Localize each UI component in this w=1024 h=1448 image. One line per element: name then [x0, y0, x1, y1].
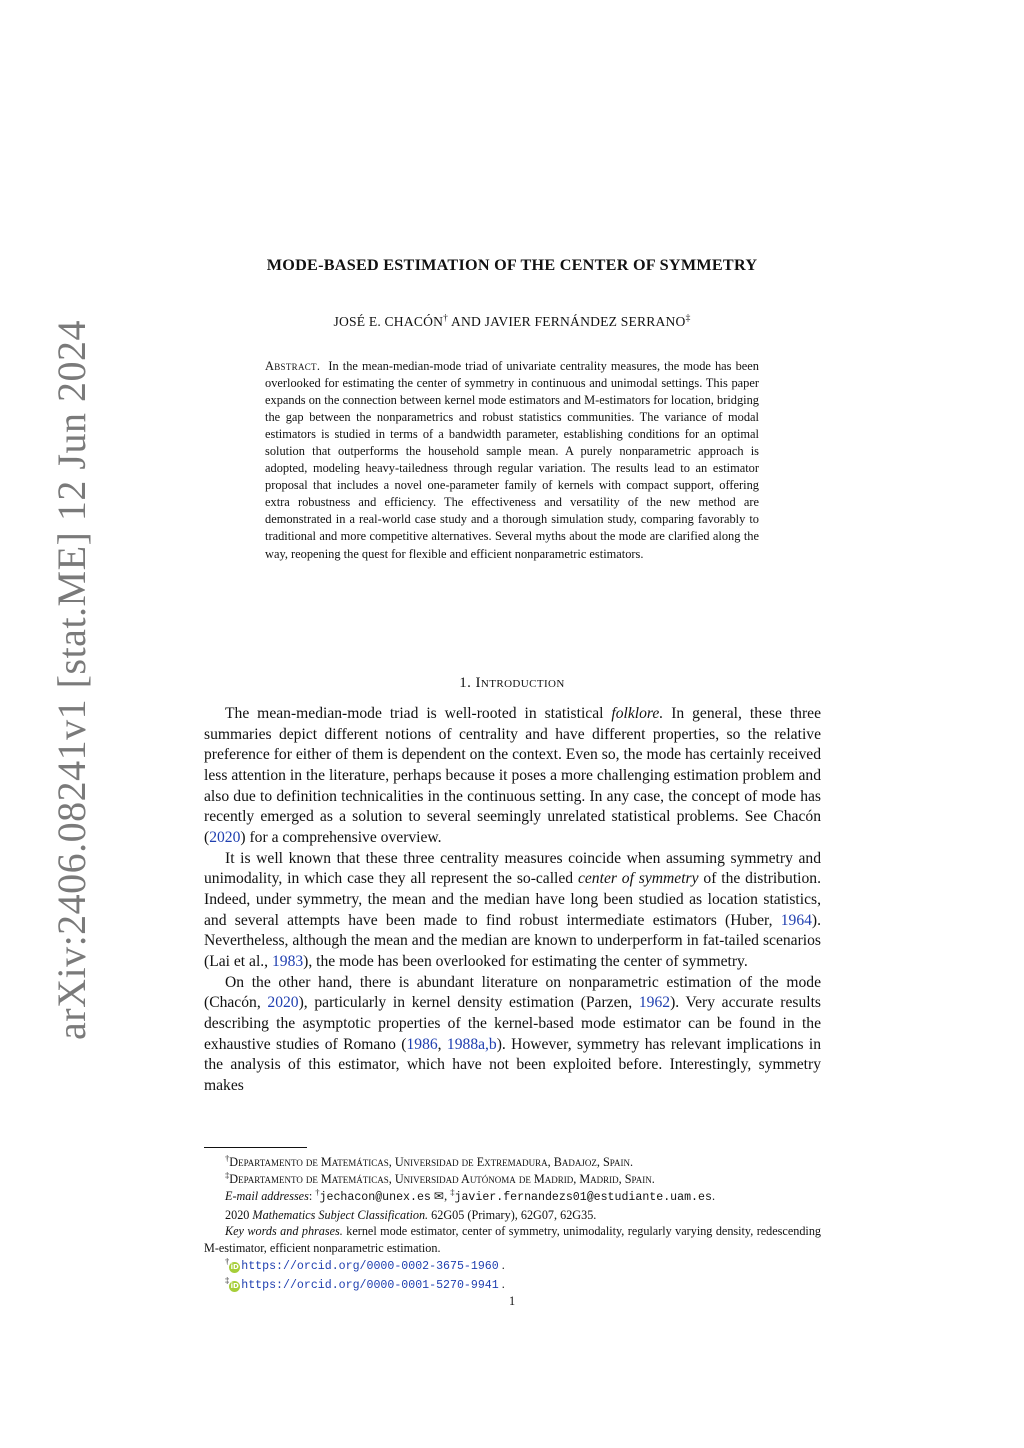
text-run: It is well known that these three centrality measures coincide when assuming symmetry and unimodality, in which case they all represent the so-called	[204, 849, 821, 888]
affiliation-text: Departamento de Matemáticas, Universidad de Extremadura, Badajoz, Spain.	[229, 1155, 633, 1169]
section-title: Introduction	[475, 675, 565, 691]
author-line	[140, 314, 884, 330]
text-run: ). However, symmetry has relevant implications in the analysis of this estimator, which have not been exploited before. Interestingly, symmetry makes	[204, 1035, 821, 1094]
text-run: ), the mode has been overlooked for estimating the center of symmetry.	[303, 952, 748, 970]
footnotes	[204, 1154, 821, 1295]
text-run: On the other hand, there is abundant literature on nonparametric estimation of the mode (Chacón,	[204, 973, 821, 1012]
footnote-mark: ‡	[225, 1169, 230, 1180]
citation-link[interactable]: 1988a,b	[446, 1035, 497, 1053]
punctuation: .	[501, 1258, 505, 1273]
keywords-footnote	[204, 1223, 821, 1257]
paragraph	[204, 849, 821, 973]
text-run: of the distribution. Indeed, under symmetry, the mean and the median have long been studied as location statistics, and several attempts have been made to find robust intermediate estimators (Huber,	[204, 870, 821, 929]
text-run: ). Nevertheless, although the mean and the median are known to underperform in fat-tailed scenarios (Lai et al.,	[204, 911, 821, 970]
orcid-footnote	[204, 1276, 821, 1295]
affiliation-text: Departamento de Matemáticas, Universidad Autónoma de Madrid, Madrid, Spain.	[229, 1171, 655, 1186]
citation-link[interactable]: 1962	[638, 994, 671, 1012]
affiliation-mark: †	[443, 313, 449, 324]
orcid-icon: iD	[230, 1263, 239, 1272]
footnote-rule	[204, 1147, 307, 1148]
footnote-mark: ‡	[225, 1274, 230, 1285]
msc-label: Mathematics Subject Classification.	[252, 1207, 429, 1222]
author-connector: AND	[450, 314, 482, 329]
section-number: 1.	[459, 675, 472, 691]
citation-link[interactable]: 1964	[780, 911, 812, 929]
text-run: In general, these three summaries depict different notions of centrality and have different properties, so the relative preference for either of them is dependent on the context. Even so, the mode has certainly received less attention in the literature, perhaps because it poses a more challenging estimation problem and also due to definition technicalities in the continuous setting. In any case, the concept of mode has recently emerged as a solution to several seemingly unrelated statistical problems. See Chacón (	[204, 705, 822, 846]
abstract	[265, 358, 759, 563]
footnote-mark: †	[315, 1186, 320, 1197]
citation-link[interactable]: 2020	[267, 994, 299, 1012]
text-run: ,	[437, 1035, 442, 1053]
text-run: The mean-median-mode triad is well-rooted in statistical	[225, 705, 604, 722]
citation-link[interactable]: 2020	[209, 828, 241, 846]
text-run: ), particularly in kernel density estimation (Parzen,	[298, 994, 633, 1012]
affiliation-footnote	[204, 1154, 821, 1171]
email-link[interactable]: jechacon@unex.es	[319, 1190, 431, 1204]
footnote-mark: †	[225, 1256, 230, 1266]
envelope-icon: ✉	[433, 1188, 445, 1203]
abstract-label: Abstract.	[265, 359, 321, 373]
section-heading	[140, 675, 884, 692]
footnote-mark: ‡	[450, 1186, 455, 1197]
emphasis: center of symmetry	[577, 870, 699, 888]
orcid-link[interactable]: https://orcid.org/0000-0002-3675-1960	[241, 1260, 499, 1274]
page-number: 1	[508, 1294, 516, 1308]
keywords-label: Key words and phrases.	[225, 1224, 343, 1239]
paragraph	[204, 704, 821, 849]
msc-codes: 62G05 (Primary), 62G07, 62G35.	[431, 1207, 597, 1222]
msc-year: 2020	[225, 1207, 250, 1222]
footnote-mark: †	[225, 1152, 230, 1163]
affiliation-footnote	[204, 1171, 821, 1188]
punctuation: .	[711, 1188, 715, 1203]
citation-link[interactable]: 1986	[406, 1035, 438, 1053]
author-name: JAVIER FERNÁNDEZ SERRANO	[484, 314, 686, 329]
text-run: ). Very accurate results describing the asymptotic properties of the kernel-based mode estimator can be found in the exhaustive studies of Romano (	[204, 994, 821, 1053]
section-body	[204, 704, 821, 1096]
orcid-footnote	[204, 1257, 821, 1276]
paper-title: MODE-BASED ESTIMATION OF THE CENTER OF SYMMETRY	[266, 256, 758, 274]
punctuation: .	[501, 1276, 505, 1291]
email-label: E-mail addresses	[225, 1188, 309, 1203]
orcid-link[interactable]: https://orcid.org/0000-0001-5270-9941	[241, 1278, 499, 1292]
author-name: JOSÉ E. CHACÓN	[333, 314, 444, 329]
paragraph	[204, 973, 821, 1097]
orcid-icon: iD	[230, 1281, 239, 1290]
affiliation-mark: ‡	[685, 313, 691, 324]
citation-link[interactable]: 1983	[271, 952, 304, 970]
keywords-text: kernel mode estimator, center of symmetry, unimodality, regularly varying density, redescending M-estimator, efficient nonparametric estimation.	[204, 1224, 822, 1256]
email-footnote: E-mail addresses: †jechacon@unex.es ✉, ‡javier.fernandezs01@estudiante.uam.es.	[225, 1186, 715, 1204]
email-link[interactable]: javier.fernandezs01@estudiante.uam.es	[454, 1190, 712, 1204]
msc-footnote	[204, 1207, 821, 1224]
emphasis: folklore.	[611, 705, 664, 722]
text-run: ) for a comprehensive overview.	[240, 828, 442, 846]
abstract-text: In the mean-median-mode triad of univariate centrality measures, the mode has been overlooked for estimating the center of symmetry in continuous and unimodal settings. This paper expands on the connection between kernel mode estimators and M-estimators for location, bridging the gap between the nonparametrics and robust statistics communities. The variance of modal estimators is studied in terms of a bandwidth parameter, establishing conditions for an optimal solution that outperforms the household sample mean. A purely nonparametric approach is adopted, modeling heavy-tailedness through regular variation. The results lead to an estimator proposal that includes a novel one-parameter family of kernels with compact support, offering extra robustness and efficiency. The effectiveness and versatility of the new method are demonstrated in a real-world case study and a thorough simulation study, comparing favorably to traditional and more competitive alternatives. Several myths about the mode are clarified along the way, reopening the quest for flexible and efficient nonparametric estimators.	[265, 359, 759, 561]
arxiv-identifier-stamp: arXiv:2406.08241v1 [stat.ME] 12 Jun 2024	[49, 320, 94, 1040]
